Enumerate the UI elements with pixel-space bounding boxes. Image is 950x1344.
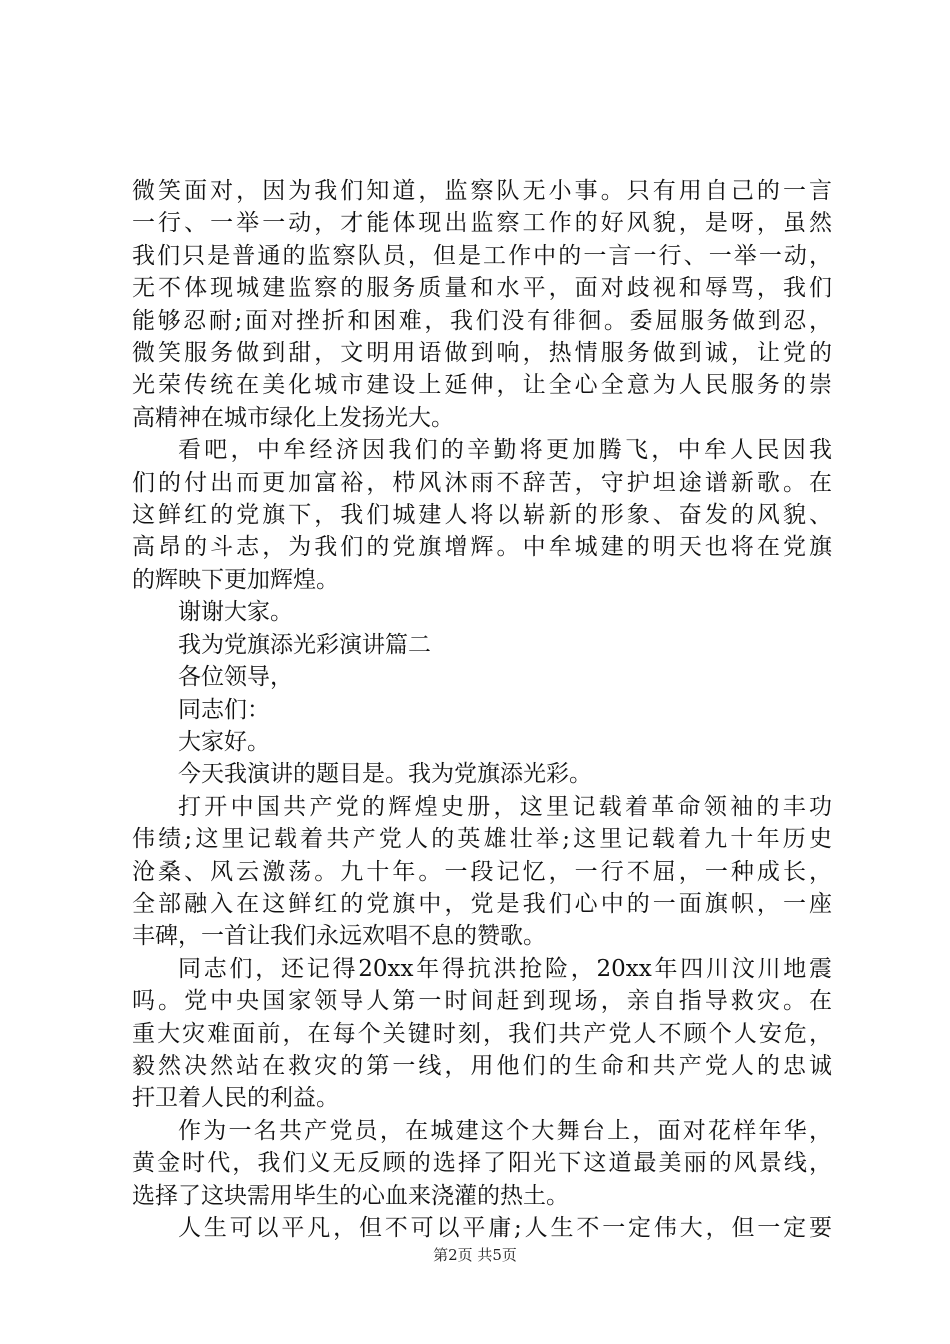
text-line: 重大灾难面前，在每个关键时刻，我们共产党人不顾个人安危， (132, 1020, 832, 1047)
text-line: 作为一名共产党员，在城建这个大舞台上，面对花样年华， (178, 1117, 832, 1144)
text-line: 伟绩;这里记载着共产党人的英雄壮举;这里记载着九十年历史 (132, 826, 832, 853)
text-line: 今天我演讲的题目是。我为党旗添光彩。 (178, 761, 592, 788)
text-line: 们的付出而更加富裕，栉风沐雨不辞苦，守护坦途谱新歌。在 (132, 469, 832, 496)
text-line: 微笑服务做到甜，文明用语做到响，热情服务做到诚，让党的 (132, 340, 832, 367)
text-line: 全部融入在这鲜红的党旗中，党是我们心中的一面旗帜，一座 (132, 890, 832, 917)
text-line: 看吧，中牟经济因我们的辛勤将更加腾飞，中牟人民因我 (178, 437, 832, 464)
text-line: 同志们： (178, 696, 270, 723)
text-line: 一行、一举一动，才能体现出监察工作的好风貌，是呀，虽然 (132, 210, 832, 237)
text-line: 我为党旗添光彩演讲篇二 (178, 631, 431, 658)
text-line: 人生可以平凡，但不可以平庸;人生不一定伟大，但一定要 (178, 1215, 832, 1241)
text-line: 打开中国共产党的辉煌史册，这里记载着革命领袖的丰功 (178, 793, 832, 820)
text-line: 吗。党中央国家领导人第一时间赶到现场，亲自指导救灾。在 (132, 988, 832, 1015)
text-line: 同志们，还记得20xx年得抗洪抢险，20xx年四川汶川地震 (178, 955, 832, 982)
text-line: 大家好。 (178, 728, 270, 755)
text-line: 沧桑、风云激荡。九十年。一段记忆，一行不屈，一种成长， (132, 858, 832, 885)
text-line: 微笑面对，因为我们知道，监察队无小事。只有用自己的一言 (132, 178, 832, 204)
text-line: 扞卫着人民的利益。 (132, 1085, 339, 1112)
text-line: 谢谢大家。 (178, 599, 293, 626)
text-line: 选择了这块需用毕生的心血来浇灌的热土。 (132, 1182, 569, 1209)
document-body (132, 175, 832, 1244)
text-line: 毅然决然站在救灾的第一线，用他们的生命和共产党人的忠诚 (132, 1052, 832, 1079)
text-line: 这鲜红的党旗下，我们城建人将以崭新的形象、奋发的风貌、 (132, 502, 832, 529)
page-footer: 第2页 共5页 (433, 1246, 517, 1264)
text-line: 各位领导， (178, 664, 293, 691)
text-line: 光荣传统在美化城市建设上延伸，让全心全意为人民服务的崇 (132, 372, 832, 399)
text-line: 我们只是普通的监察队员，但是工作中的一言一行、一举一动， (132, 242, 832, 269)
text-line: 高昂的斗志，为我们的党旗增辉。中牟城建的明天也将在党旗 (132, 534, 832, 561)
text-line: 丰碑，一首让我们永远欢唱不息的赞歌。 (132, 923, 546, 950)
text-line: 高精神在城市绿化上发扬光大。 (132, 404, 454, 431)
text-line: 黄金时代，我们义无反顾的选择了阳光下这道最美丽的风景线， (132, 1150, 832, 1177)
text-line: 的辉映下更加辉煌。 (132, 566, 339, 593)
text-line: 无不体现城建监察的服务质量和水平，面对歧视和辱骂，我们 (132, 275, 832, 302)
text-line: 能够忍耐;面对挫折和困难，我们没有徘徊。委屈服务做到忍， (132, 307, 832, 334)
